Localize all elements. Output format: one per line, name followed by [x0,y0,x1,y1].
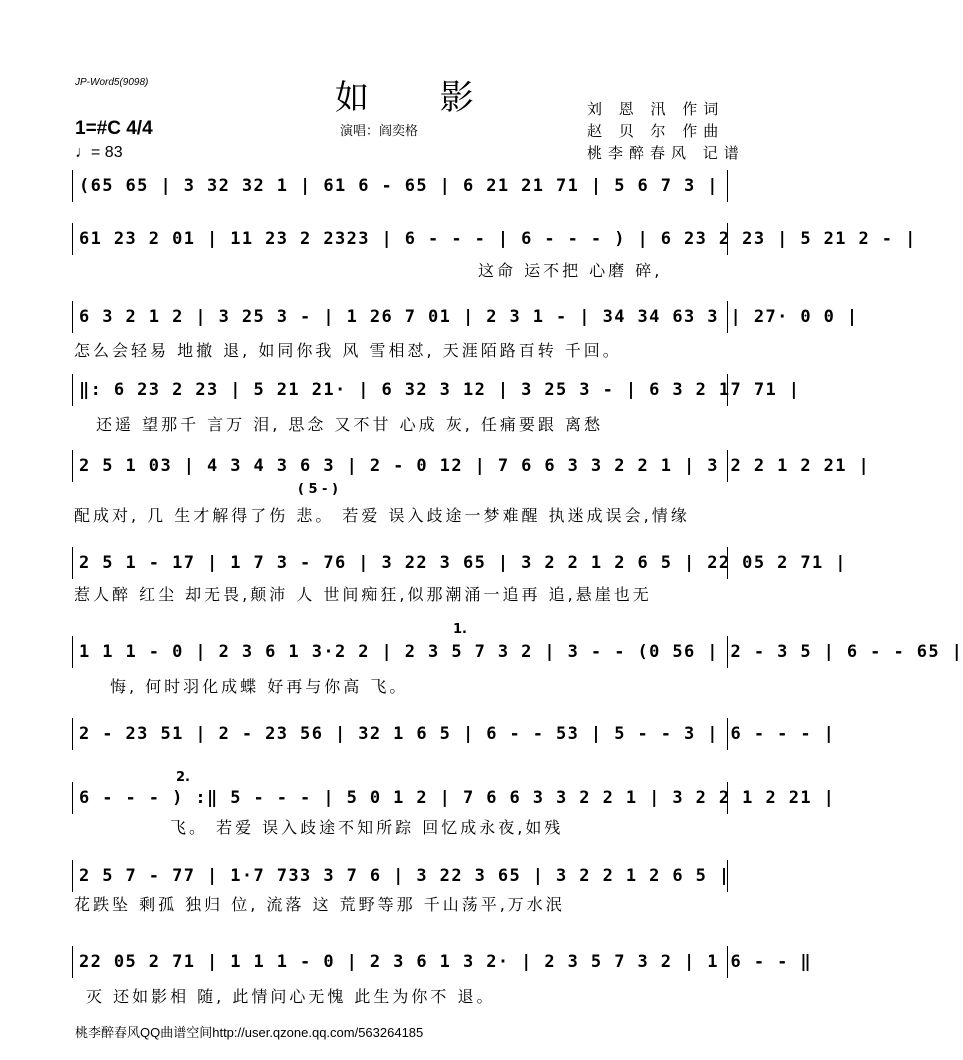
staff-row [72,860,731,892]
lyrics-row: 惹人醉 红尘 却无畏,颠沛 人 世间痴狂,似那潮涌一追再 追,悬崖也无 [74,585,652,604]
notation: 2 - 23 51 | 2 - 23 56 | 32 1 6 5 | 6 - - 53 | 5 - - 3 | 6 - - - | [79,724,836,744]
staff-row [72,223,917,255]
staff-row [72,450,871,482]
lyrics-row: 花跌坠 剩孤 独归 位, 流落 这 荒野等那 千山荡平,万水泯 [74,895,565,914]
notation: (65 65 | 3 32 32 1 | 61 6 - 65 | 6 21 21 71 | 5 6 7 3 | [79,176,719,196]
staff-row [72,946,812,978]
staff-row [72,782,836,814]
notation: 6 - - - ) :‖ 5 - - - | 5 0 1 2 | 7 6 6 3 3 2 2 1 | 3 2 2 1 2 21 | [79,788,836,808]
staff-row [72,547,847,579]
notation: 61 23 2 01 | 11 23 2 2323 | 6 - - - | 6 - - - ) | 6 23 2 23 | 5 21 2 - | [79,229,917,249]
tempo-marking: ♩= 83 [75,144,123,161]
staff-row [72,301,859,333]
lyrics-row: 怎么会轻易 地撤 退, 如同你我 风 雪相怼, 天涯陌路百转 千回。 [74,341,622,360]
singer-credit: 演唱：阎奕格 [340,124,419,139]
notation: 22 05 2 71 | 1 1 1 - 0 | 2 3 6 1 3 2· | 2 3 5 7 3 2 | 1 6 - - ‖ [79,952,812,972]
first-ending-mark: 1. [453,622,467,637]
lyrics-row: 配成对, 几 生才解得了伤 悲。 若爱 误入歧途一梦难醒 执迷成误会,情缘 [74,506,690,525]
notation: 2 5 1 03 | 4 3 4 3 6 3 | 2 - 0 12 | 7 6 6 3 3 2 2 1 | 3 2 2 1 2 21 | [79,456,871,476]
staff-row [72,170,728,202]
key-signature: 1=#C 4/4 [75,118,153,139]
notation: ‖: 6 23 2 23 | 5 21 21· | 6 32 3 12 | 3 25 3 - | 6 3 2 17 71 | [79,380,801,400]
notation: 6 3 2 1 2 | 3 25 3 - | 1 26 7 01 | 2 3 1 - | 34 34 63 3 | 27· 0 0 | [79,307,859,327]
rest-note: ( 5 - ) [298,482,338,497]
staff-row [72,636,963,668]
transcriber-credit: 桃李醉春风 记谱 [587,144,745,162]
lyrics-row: 飞。 若爱 误入歧途不知所踪 回忆成永夜,如残 [170,818,564,837]
notation: 1 1 1 - 0 | 2 3 6 1 3·2 2 | 2 3 5 7 3 2 | 3 - - (0 56 | 2 - 3 5 | 6 - - 65 | [79,642,963,662]
second-ending-mark: 2. [176,770,190,785]
lyrics-row: 灭 还如影相 随, 此情问心无愧 此生为你不 退。 [86,987,496,1006]
notation: 2 5 7 - 77 | 1·7 733 3 7 6 | 3 22 3 65 | 3 2 2 1 2 6 5 | [79,866,731,886]
staff-row [72,374,801,406]
software-label: JP-Word5(9098) [75,77,149,88]
lyricist-credit: 刘 恩 汛 作词 [587,100,725,118]
composer-credit: 赵 贝 尔 作曲 [587,122,725,140]
staff-row [72,718,836,750]
footer-url: 桃李醉春风QQ曲谱空间http://user.qzone.qq.com/563264185 [75,1025,424,1040]
lyrics-row: 还遥 望那千 言万 泪, 思念 又不甘 心成 灰, 任痛要跟 离愁 [96,415,603,434]
page-title: 如 影 [335,78,504,118]
notation: 2 5 1 - 17 | 1 7 3 - 76 | 3 22 3 65 | 3 2 2 1 2 6 5 | 22 05 2 71 | [79,553,847,573]
lyrics-row: 悔, 何时羽化成蝶 好再与你高 飞。 [110,677,409,696]
lyrics-row: 这命 运不把 心磨 碎, [478,261,663,280]
